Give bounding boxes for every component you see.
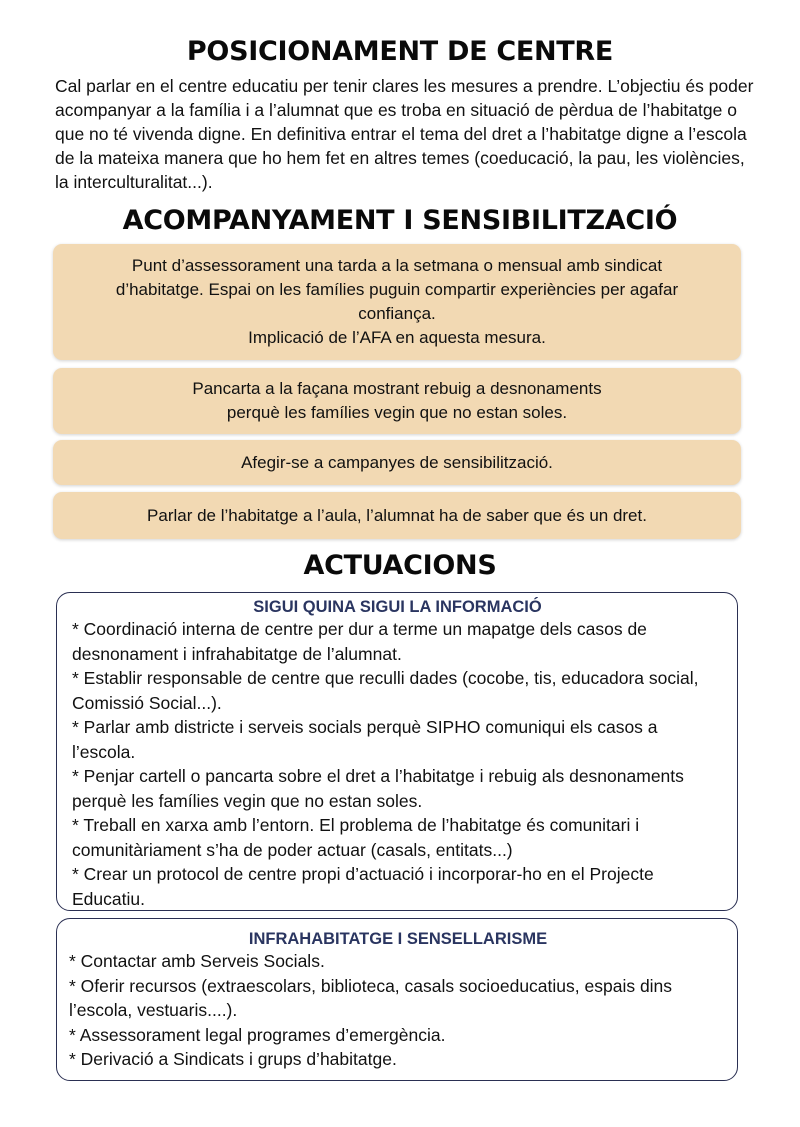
support-box-text: Afegir-se a campanyes de sensibilització. [241, 452, 553, 472]
panel-informacio [56, 592, 738, 911]
support-box-campanyes [53, 440, 741, 485]
list-item: * Penjar cartell o pancarta sobre el dret a l’habitatge i rebuig als desnonaments perquè les famílies vegin que no estan soles. [72, 766, 684, 811]
intro-paragraph: Cal parlar en el centre educatiu per tenir clares les mesures a prendre. L’objectiu és poder acompanyar a la família i a l’alumnat que es troba en situació de pèrdua de l’habitatge o que no té vivenda digne. En definitiva entrar el tema del dret a l’habitatge digne a l’escola de la mateixa manera que ho hem fet en altres temes (coeducació, la pau, les violències, la interculturalitat...). [55, 76, 754, 192]
panel-infrahabitatge-title: INFRAHABITATGE I SENSELLARISME [248, 930, 548, 948]
panel-informacio-list [72, 617, 723, 911]
list-item: * Contactar amb Serveis Socials. [69, 951, 325, 971]
support-box-assessorament [53, 244, 741, 360]
heading-posicionament: POSICIONAMENT DE CENTRE [186, 36, 614, 67]
panel-informacio-title: SIGUI QUINA SIGUI LA INFORMACIÓ [253, 598, 542, 616]
list-item: * Oferir recursos (extraescolars, biblioteca, casals socioeducatius, espais dins l’escola, vestuaris....). [69, 975, 673, 1020]
panel-infrahabitatge-list [69, 949, 727, 1072]
heading-acompanyament: ACOMPANYAMENT I SENSIBILITZACIÓ [122, 205, 678, 236]
support-box-text: Pancarta a la façana mostrant rebuig a desnonaments perquè les famílies vegin que no estan soles. [192, 379, 602, 422]
support-box-pancarta [53, 368, 741, 434]
list-item: * Crear un protocol de centre propi d’actuació i incorporar-ho en el Projecte Educatiu. [72, 864, 654, 909]
list-item: * Treball en xarxa amb l’entorn. El problema de l’habitatge és comunitari i comunitàriament s’ha de poder actuar (casals, entitats...) [72, 815, 640, 860]
list-item: * Parlar amb districte i serveis socials perquè SIPHO comuniqui els casos a l’escola. [72, 717, 658, 762]
panel-infrahabitatge [56, 918, 738, 1081]
list-item: * Coordinació interna de centre per dur a terme un mapatge dels casos de desnonament i infrahabitatge de l’alumnat. [72, 619, 647, 664]
support-box-text: Punt d’assessorament una tarda a la setmana o mensual amb sindicat d’habitatge. Espai on les famílies puguin compartir experiències per agafar confiança. Implicació de l’AFA en aquesta mesura. [115, 256, 679, 347]
heading-actuacions: ACTUACIONS [303, 550, 497, 581]
list-item: * Derivació a Sindicats i grups d’habitatge. [69, 1049, 397, 1069]
list-item: * Assessorament legal programes d’emergència. [69, 1024, 446, 1045]
support-box-text: Parlar de l’habitatge a l’aula, l’alumnat ha de saber que és un dret. [147, 505, 647, 525]
list-item: * Establir responsable de centre que reculli dades (cocobe, tis, educadora social, Comissió Social...). [72, 668, 699, 713]
support-box-aula [53, 492, 741, 539]
